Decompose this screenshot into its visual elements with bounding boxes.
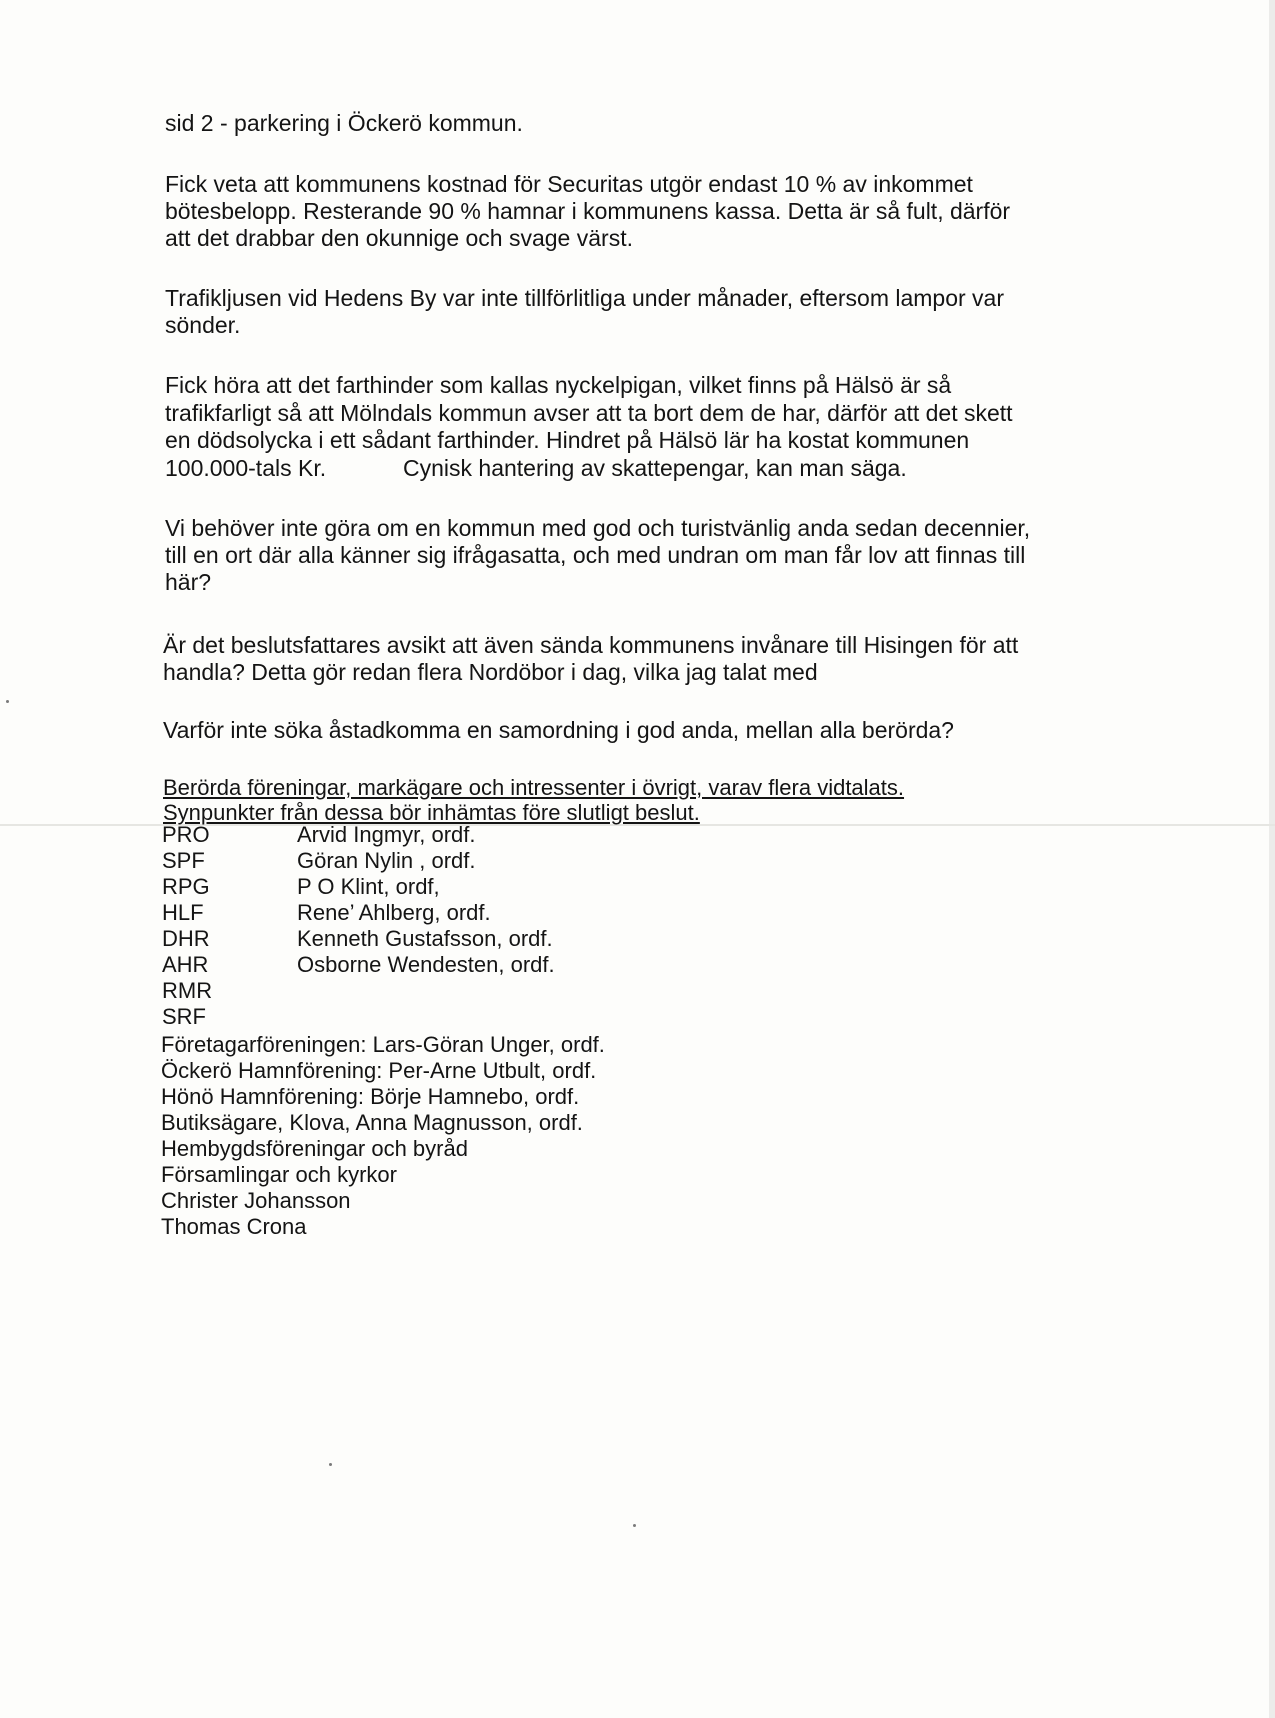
paragraph-line: Trafikljusen vid Hedens By var inte tillförlitliga under månader, eftersom lampor var xyxy=(165,285,1005,311)
scan-speck xyxy=(633,1524,636,1527)
associations-subheading: Synpunkter från dessa bör inhämtas före slutligt beslut. xyxy=(163,800,700,825)
org-abbr: HLF xyxy=(162,900,204,925)
org-contact: P O Klint, ordf, xyxy=(297,874,440,899)
scan-speck xyxy=(6,700,9,703)
org-contact: Arvid Ingmyr, ordf. xyxy=(297,822,476,847)
stakeholder-line: Butiksägare, Klova, Anna Magnusson, ordf. xyxy=(161,1110,583,1135)
paragraph-line: en dödsolycka i ett sådant farthinder. Hindret på Hälsö lär ha kostat kommunen xyxy=(165,427,970,453)
org-abbr: DHR xyxy=(162,926,210,951)
org-abbr: RPG xyxy=(162,874,210,899)
org-contact: Rene’ Ahlberg, ordf. xyxy=(297,900,491,925)
org-contact: Göran Nylin , ordf. xyxy=(297,848,476,873)
associations-heading: Berörda föreningar, markägare och intressenter i övrigt, varav flera vidtalats. xyxy=(163,775,905,800)
paragraph-line: Cynisk hantering av skattepengar, kan man säga. xyxy=(403,455,907,481)
paragraph-line: 100.000-tals Kr. xyxy=(165,455,327,481)
paragraph-line: Vi behöver inte göra om en kommun med god och turistvänlig anda sedan decennier, xyxy=(165,515,1031,541)
paragraph-line: Fick veta att kommunens kostnad för Securitas utgör endast 10 % av inkommet xyxy=(165,171,973,197)
scan-speck xyxy=(329,1463,332,1466)
org-abbr: RMR xyxy=(162,978,213,1003)
paragraph-line: sönder. xyxy=(165,312,241,338)
paragraph-line: här? xyxy=(165,569,212,595)
paragraph-line: till en ort där alla känner sig ifrågasatta, och med undran om man får lov att finnas till xyxy=(165,542,1026,568)
paragraph-line: Fick höra att det farthinder som kallas nyckelpigan, vilket finns på Hälsö är så xyxy=(165,372,952,398)
paragraph-line: handla? Detta gör redan flera Nordöbor i dag, vilka jag talat med xyxy=(163,659,818,685)
paragraph-line: att det drabbar den okunnige och svage värst. xyxy=(165,225,633,251)
org-abbr: SPF xyxy=(162,848,205,873)
org-contact: Osborne Wendesten, ordf. xyxy=(297,952,555,977)
paragraph-line: bötesbelopp. Resterande 90 % hamnar i kommunens kassa. Detta är så fult, därför xyxy=(165,198,1011,224)
org-abbr: AHR xyxy=(162,952,209,977)
stakeholder-line: Christer Johansson xyxy=(161,1188,351,1213)
page-edge-shadow xyxy=(1269,0,1275,1718)
stakeholder-line: Hönö Hamnförening: Börje Hamnebo, ordf. xyxy=(161,1084,580,1109)
page-heading: sid 2 - parkering i Öckerö kommun. xyxy=(165,110,523,136)
org-abbr: SRF xyxy=(162,1004,206,1029)
stakeholder-line: Thomas Crona xyxy=(161,1214,307,1239)
paragraph-line: Varför inte söka åstadkomma en samordning i god anda, mellan alla berörda? xyxy=(163,717,954,743)
stakeholder-line: Företagarföreningen: Lars-Göran Unger, ordf. xyxy=(161,1032,605,1057)
stakeholder-line: Hembygdsföreningar och byråd xyxy=(161,1136,468,1161)
org-contact: Kenneth Gustafsson, ordf. xyxy=(297,926,553,951)
paragraph-line: Är det beslutsfattares avsikt att även sända kommunens invånare till Hisingen för att xyxy=(163,632,1019,658)
stakeholder-line: Församlingar och kyrkor xyxy=(161,1162,397,1187)
paragraph-line: trafikfarligt så att Mölndals kommun avser att ta bort dem de har, därför att det skett xyxy=(165,400,1013,426)
stakeholder-line: Öckerö Hamnförening: Per-Arne Utbult, ordf. xyxy=(161,1058,597,1083)
org-abbr: PRO xyxy=(162,822,210,847)
